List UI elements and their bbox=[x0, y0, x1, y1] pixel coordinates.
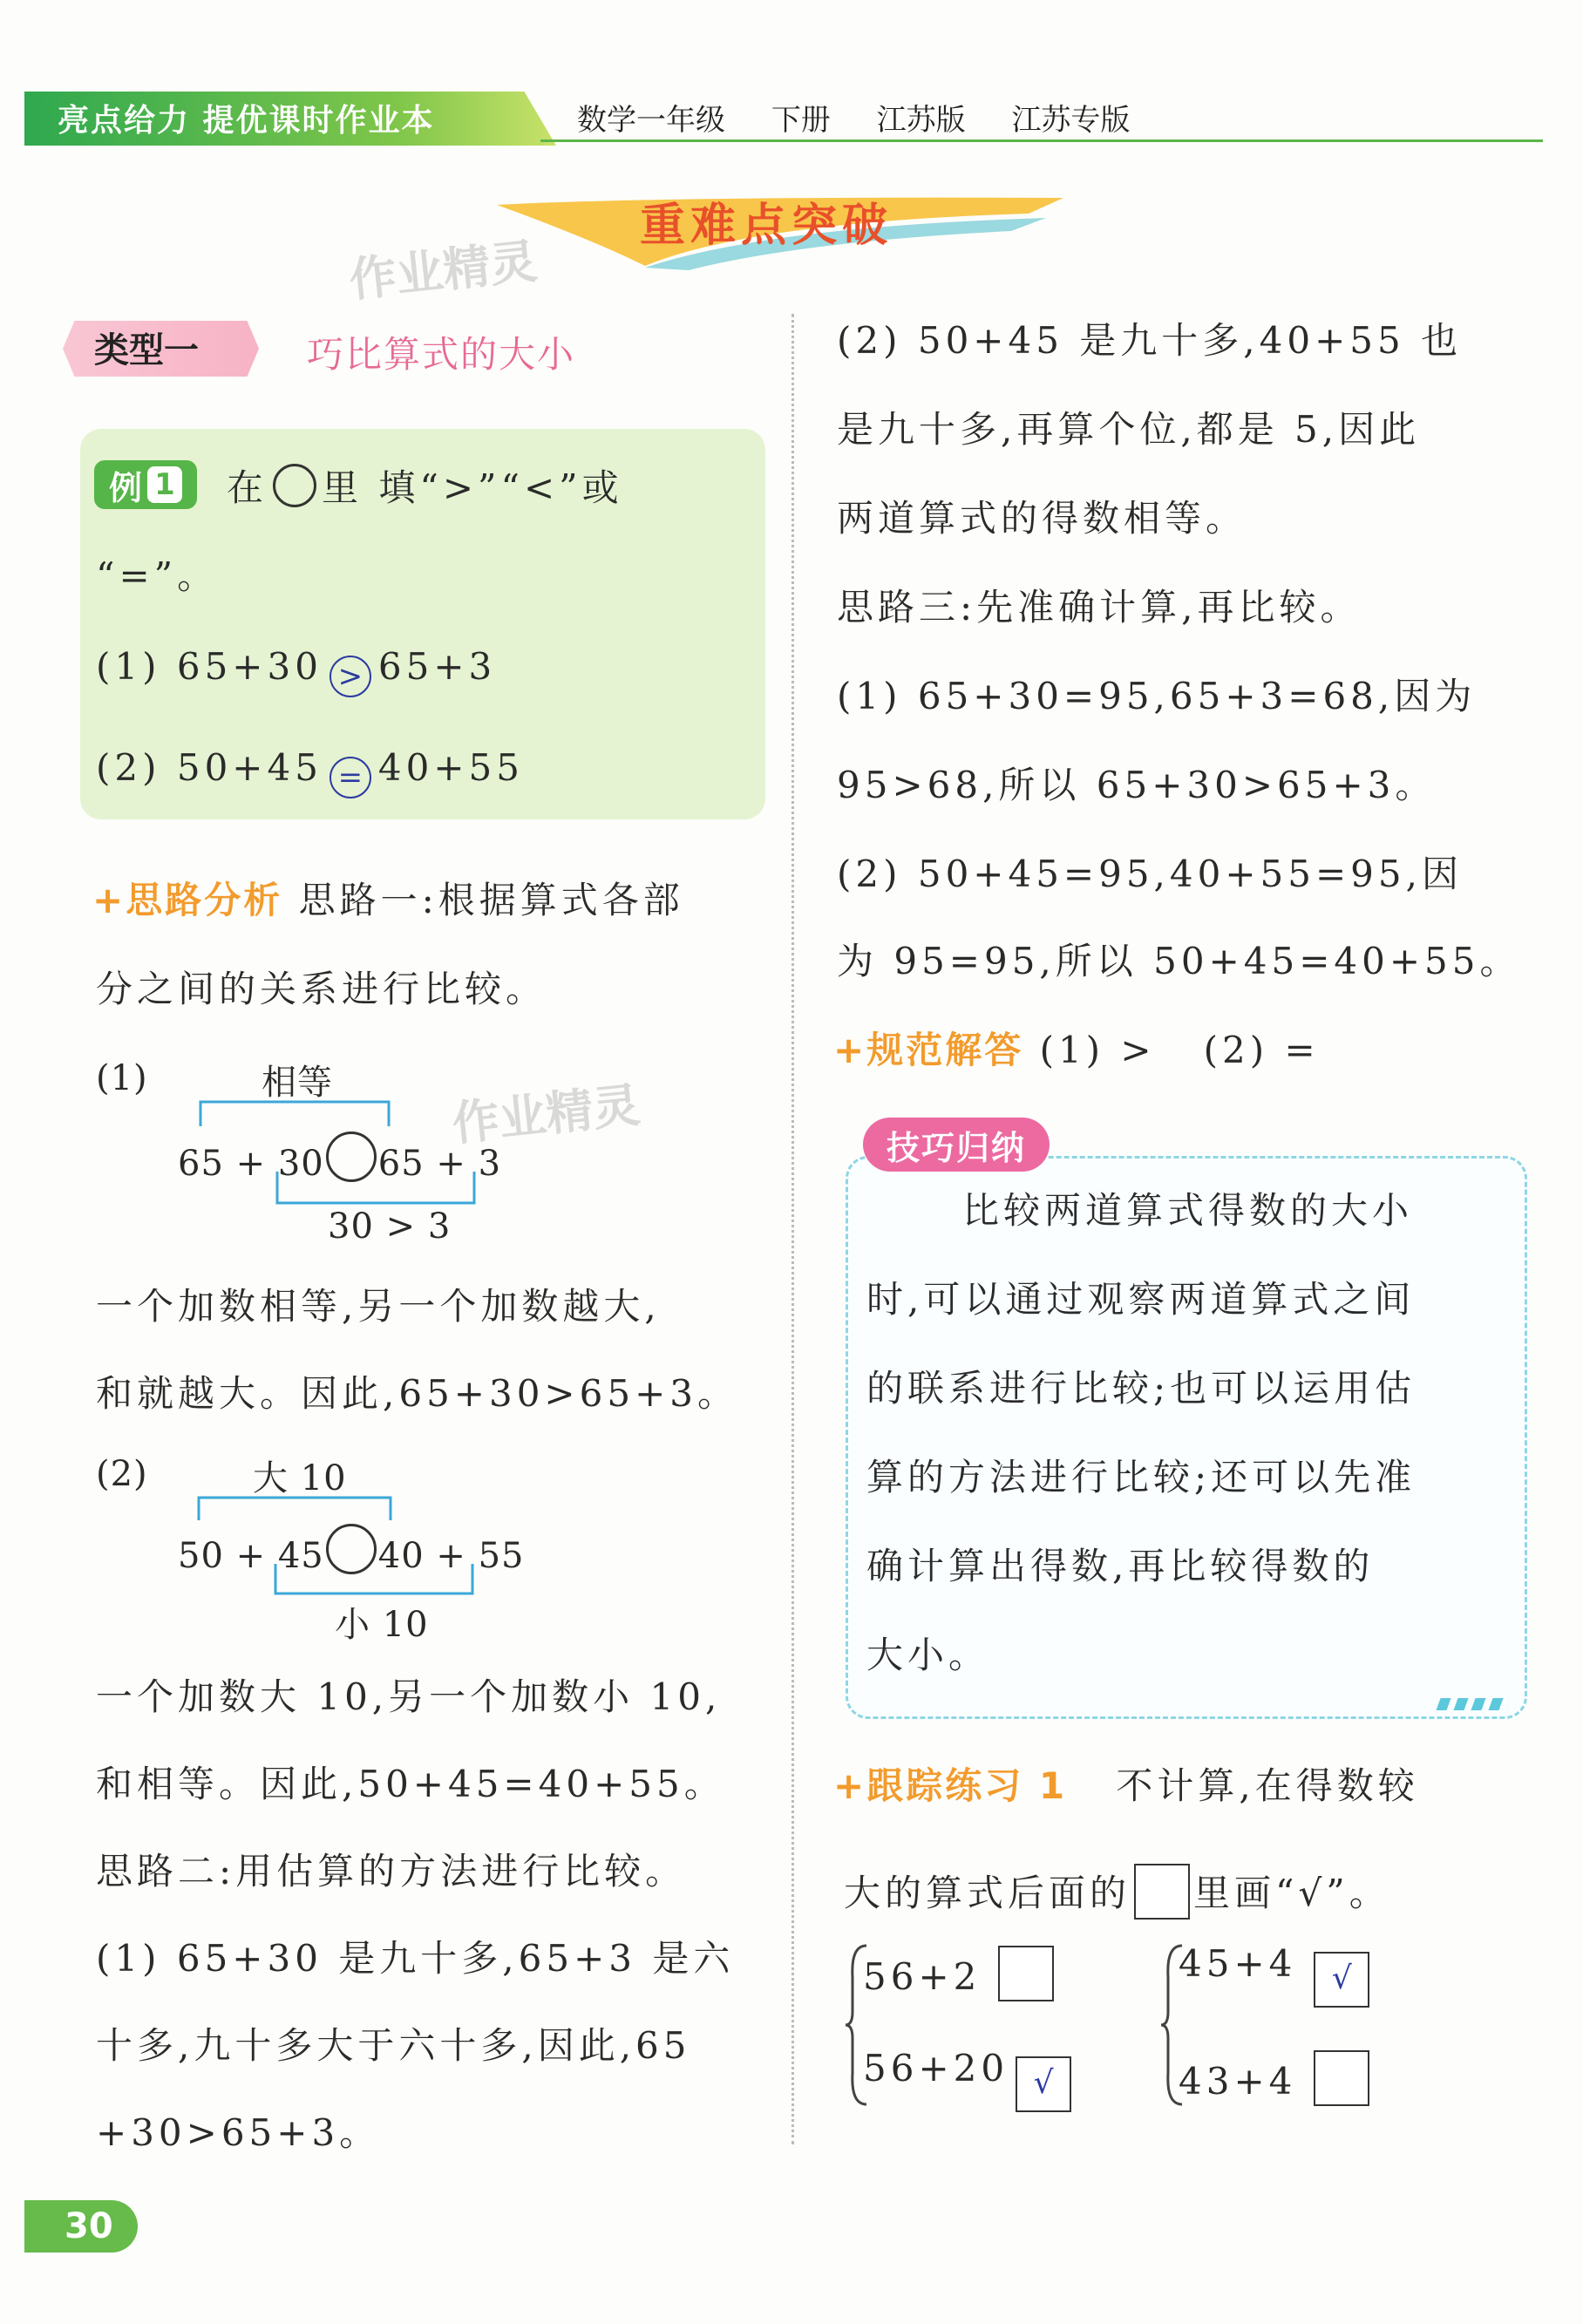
diagram2-circle-icon bbox=[326, 1524, 377, 1574]
analysis-line1: +思路分析 思路一:根据算式各部 bbox=[92, 879, 684, 921]
analysis-line2: 分之间的关系进行比较。 bbox=[96, 968, 547, 1010]
tip-line4: 算的方法进行比较;还可以先准 bbox=[866, 1456, 1417, 1498]
section-title: 重难点突破 bbox=[640, 200, 893, 252]
right-line3: 两道算式的得数相等。 bbox=[837, 497, 1247, 540]
meta-edition: 江苏版 bbox=[876, 103, 966, 138]
practice-box-2b[interactable] bbox=[1314, 2050, 1369, 2106]
practice-line1: +跟踪练习 1 不计算,在得数较 bbox=[833, 1764, 1419, 1807]
blank-box-icon bbox=[1134, 1864, 1190, 1920]
diagram2-expression: 50 + 45 40 + 55 bbox=[178, 1524, 525, 1576]
diagram1-number: (1) bbox=[96, 1058, 148, 1098]
answer-circle-2: = bbox=[330, 757, 371, 798]
example-badge-number: 1 bbox=[147, 466, 182, 503]
example-item-1: (1) 65+30 > 65+3 bbox=[96, 649, 496, 697]
diagram2-bottom-label: 小 10 bbox=[335, 1605, 429, 1645]
right-line7: (2) 50+45=95,40+55=95,因 bbox=[837, 853, 1463, 895]
answer-label: +规范解答 bbox=[833, 1029, 1024, 1071]
analysis-para1a: 一个加数相等,另一个加数越大, bbox=[96, 1285, 661, 1328]
type-title: 巧比算式的大小 bbox=[307, 333, 576, 376]
analysis-label: +思路分析 bbox=[92, 879, 283, 921]
book-title: 亮点给力 提优课时作业本 bbox=[58, 103, 435, 139]
meta-volume: 下册 bbox=[771, 103, 831, 138]
diagram1-expression: 65 + 30 65 + 3 bbox=[178, 1131, 501, 1184]
practice-item-1b: 56+20 √ bbox=[863, 2050, 1075, 2112]
tip-line2: 时,可以通过观察两道算式之间 bbox=[866, 1278, 1416, 1321]
column-divider bbox=[792, 314, 794, 2144]
tip-line6: 大小。 bbox=[866, 1634, 990, 1676]
watermark-2: 作业精灵 bbox=[449, 1077, 643, 1152]
diagram2-number: (2) bbox=[96, 1454, 148, 1494]
analysis-para2b: 和相等。因此,50+45=40+55。 bbox=[96, 1763, 725, 1805]
analysis-para2a: 一个加数大 10,另一个加数小 10, bbox=[96, 1675, 722, 1718]
practice-item-1a: 56+2 bbox=[863, 1946, 1057, 2001]
diagram1-bottom-label: 30 > 3 bbox=[328, 1206, 452, 1247]
analysis-para4b: 十多,九十多大于六十多,因此,65 bbox=[96, 2024, 691, 2067]
right-line2: 是九十多,再算个位,都是 5,因此 bbox=[837, 408, 1421, 451]
example-item-2: (2) 50+45 = 40+55 bbox=[96, 750, 524, 798]
analysis-para4c: +30>65+3。 bbox=[96, 2111, 381, 2154]
blank-circle-icon bbox=[273, 464, 316, 507]
right-line6: 95>68,所以 65+30>65+3。 bbox=[837, 764, 1437, 806]
analysis-para1b: 和就越大。因此,65+30>65+3。 bbox=[96, 1372, 738, 1415]
tip-line1: 比较两道算式得数的大小 bbox=[962, 1189, 1414, 1232]
meta-subject: 数学一年级 bbox=[577, 103, 725, 138]
practice-box-2a[interactable]: √ bbox=[1314, 1952, 1369, 2008]
watermark-1: 作业精灵 bbox=[346, 233, 540, 309]
diagram2-top-label: 大 10 bbox=[253, 1458, 347, 1498]
answer-line: +规范解答 (1) > (2) = bbox=[833, 1029, 1320, 1071]
example-badge-label: 例 bbox=[108, 468, 142, 507]
tip-decoration bbox=[1436, 1698, 1510, 1710]
header-rule bbox=[540, 139, 1543, 142]
practice-item-2b: 43+4 bbox=[1179, 2050, 1373, 2106]
page-number: 30 bbox=[24, 2200, 138, 2253]
type-tag: 类型一 bbox=[94, 330, 199, 370]
diagram1-circle-icon bbox=[326, 1131, 377, 1182]
practice-line2: 大的算式后面的 里画“√”。 bbox=[844, 1864, 1390, 1920]
right-line4: 思路三:先准确计算,再比较。 bbox=[837, 586, 1362, 629]
right-line5: (1) 65+30=95,65+3=68,因为 bbox=[837, 675, 1477, 717]
diagram1-top-label: 相等 bbox=[262, 1063, 333, 1103]
meta-special: 江苏专版 bbox=[1011, 103, 1131, 138]
example-question-line1: 在 里 填“>”“<”或 bbox=[227, 464, 623, 507]
tip-line3: 的联系进行比较;也可以运用估 bbox=[866, 1367, 1417, 1410]
tip-line5: 确计算出得数,再比较得数的 bbox=[866, 1545, 1375, 1587]
example-question-line2: “=”。 bbox=[96, 554, 219, 597]
right-line8: 为 95=95,所以 50+45=40+55。 bbox=[837, 940, 1521, 982]
right-line1: (2) 50+45 是九十多,40+55 也 bbox=[837, 319, 1463, 362]
analysis-para4a: (1) 65+30 是九十多,65+3 是六 bbox=[96, 1937, 735, 1980]
practice-label: +跟踪练习 1 bbox=[833, 1764, 1068, 1807]
practice-item-2a: 45+4 √ bbox=[1179, 1946, 1373, 2008]
book-meta bbox=[577, 96, 1166, 139]
practice-box-1b[interactable]: √ bbox=[1016, 2056, 1071, 2112]
answer-circle-1: > bbox=[330, 656, 371, 697]
analysis-para3: 思路二:用估算的方法进行比较。 bbox=[96, 1850, 687, 1892]
example-badge bbox=[94, 460, 197, 509]
practice-box-1a[interactable] bbox=[998, 1946, 1054, 2001]
tip-tag: 技巧归纳 bbox=[863, 1118, 1050, 1172]
